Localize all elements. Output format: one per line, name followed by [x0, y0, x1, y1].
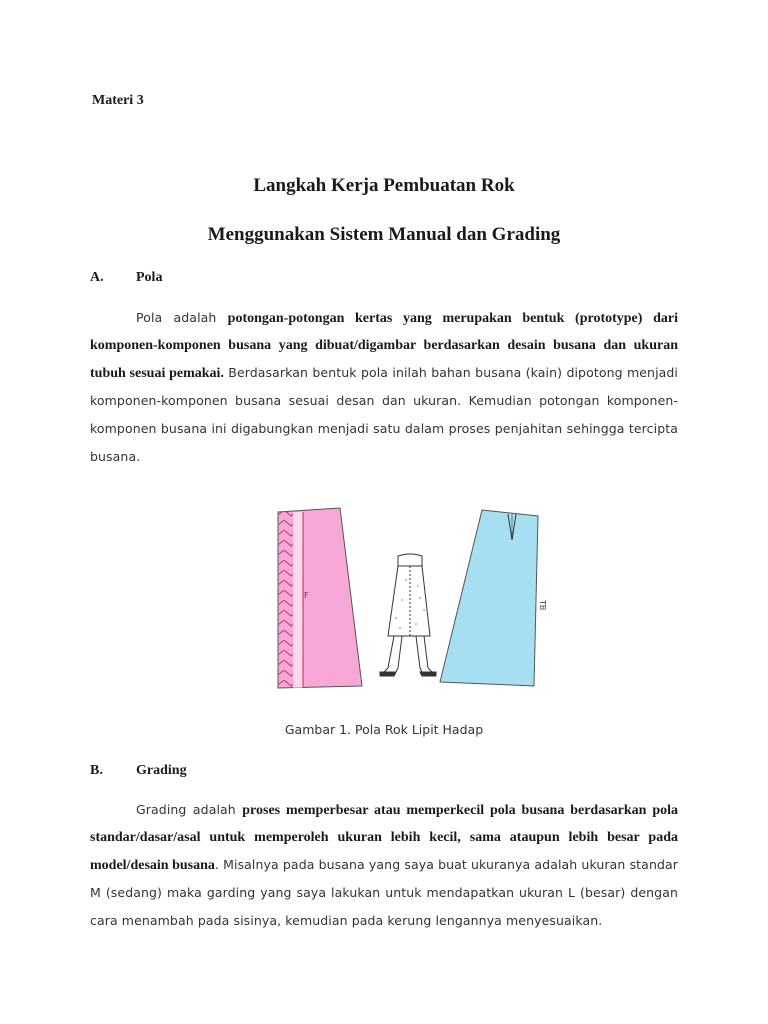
section-b-text-end: . Misalnya pada busana yang saya buat ukuranya adalah ukuran standar M (sedang) maka garding yang saya lakukan untuk mendapatkan ukuran L (besar) dengan cara menambah pada sisinya, kemudian pada kerung lengannya menyesuaikan.: [90, 857, 678, 928]
section-a-number: A.: [90, 270, 104, 285]
figure-caption: Gambar 1. Pola Rok Lipit Hadap: [284, 722, 484, 737]
front-skirt-pattern-piece: [278, 508, 362, 688]
section-b-text-start: Grading adalah: [136, 802, 243, 817]
title-line-1: Langkah Kerja Pembuatan Rok: [253, 175, 515, 196]
svg-text:F: F: [304, 591, 309, 600]
svg-text:TB: TB: [538, 600, 547, 611]
section-a-title: Pola: [136, 270, 163, 285]
section-b-title: Grading: [136, 763, 187, 778]
materi-label: Materi 3: [92, 93, 144, 108]
section-a-bold-definition: potongan-potongan kertas yang merupakan bentuk (prototype) dari komponen-komponen busana yang dibuat/digambar berdasarkan desain busana dan ukuran tubuh sesuai pemakai.: [90, 311, 678, 381]
section-a-text-end: Berdasarkan bentuk pola inilah bahan busana (kain) dipotong menjadi komponen-komponen busana sesuai desan dan ukuran. Kemudian potongan komponen-komponen busana ini digabungkan menjadi satu dalam proses penjahitan sehingga tercipta busana.: [90, 365, 679, 464]
section-a-text-start: Pola adalah: [136, 310, 228, 325]
title-line-2: Menggunakan Sistem Manual dan Grading: [207, 224, 561, 245]
section-b-number: B.: [90, 763, 103, 778]
section-a-paragraph: [90, 304, 678, 471]
back-skirt-pattern-piece: [440, 510, 547, 686]
section-b-bold-definition: proses memperbesar atau memperkecil pola busana berdasarkan pola standar/dasar/asal untuk memperoleh ukuran lebih kecil, sama ataupun lebih besar pada model/desain busana: [90, 803, 678, 873]
skirt-model-illustration: [380, 554, 436, 676]
skirt-pattern-figure: [270, 500, 570, 696]
section-b-paragraph: [90, 796, 678, 935]
